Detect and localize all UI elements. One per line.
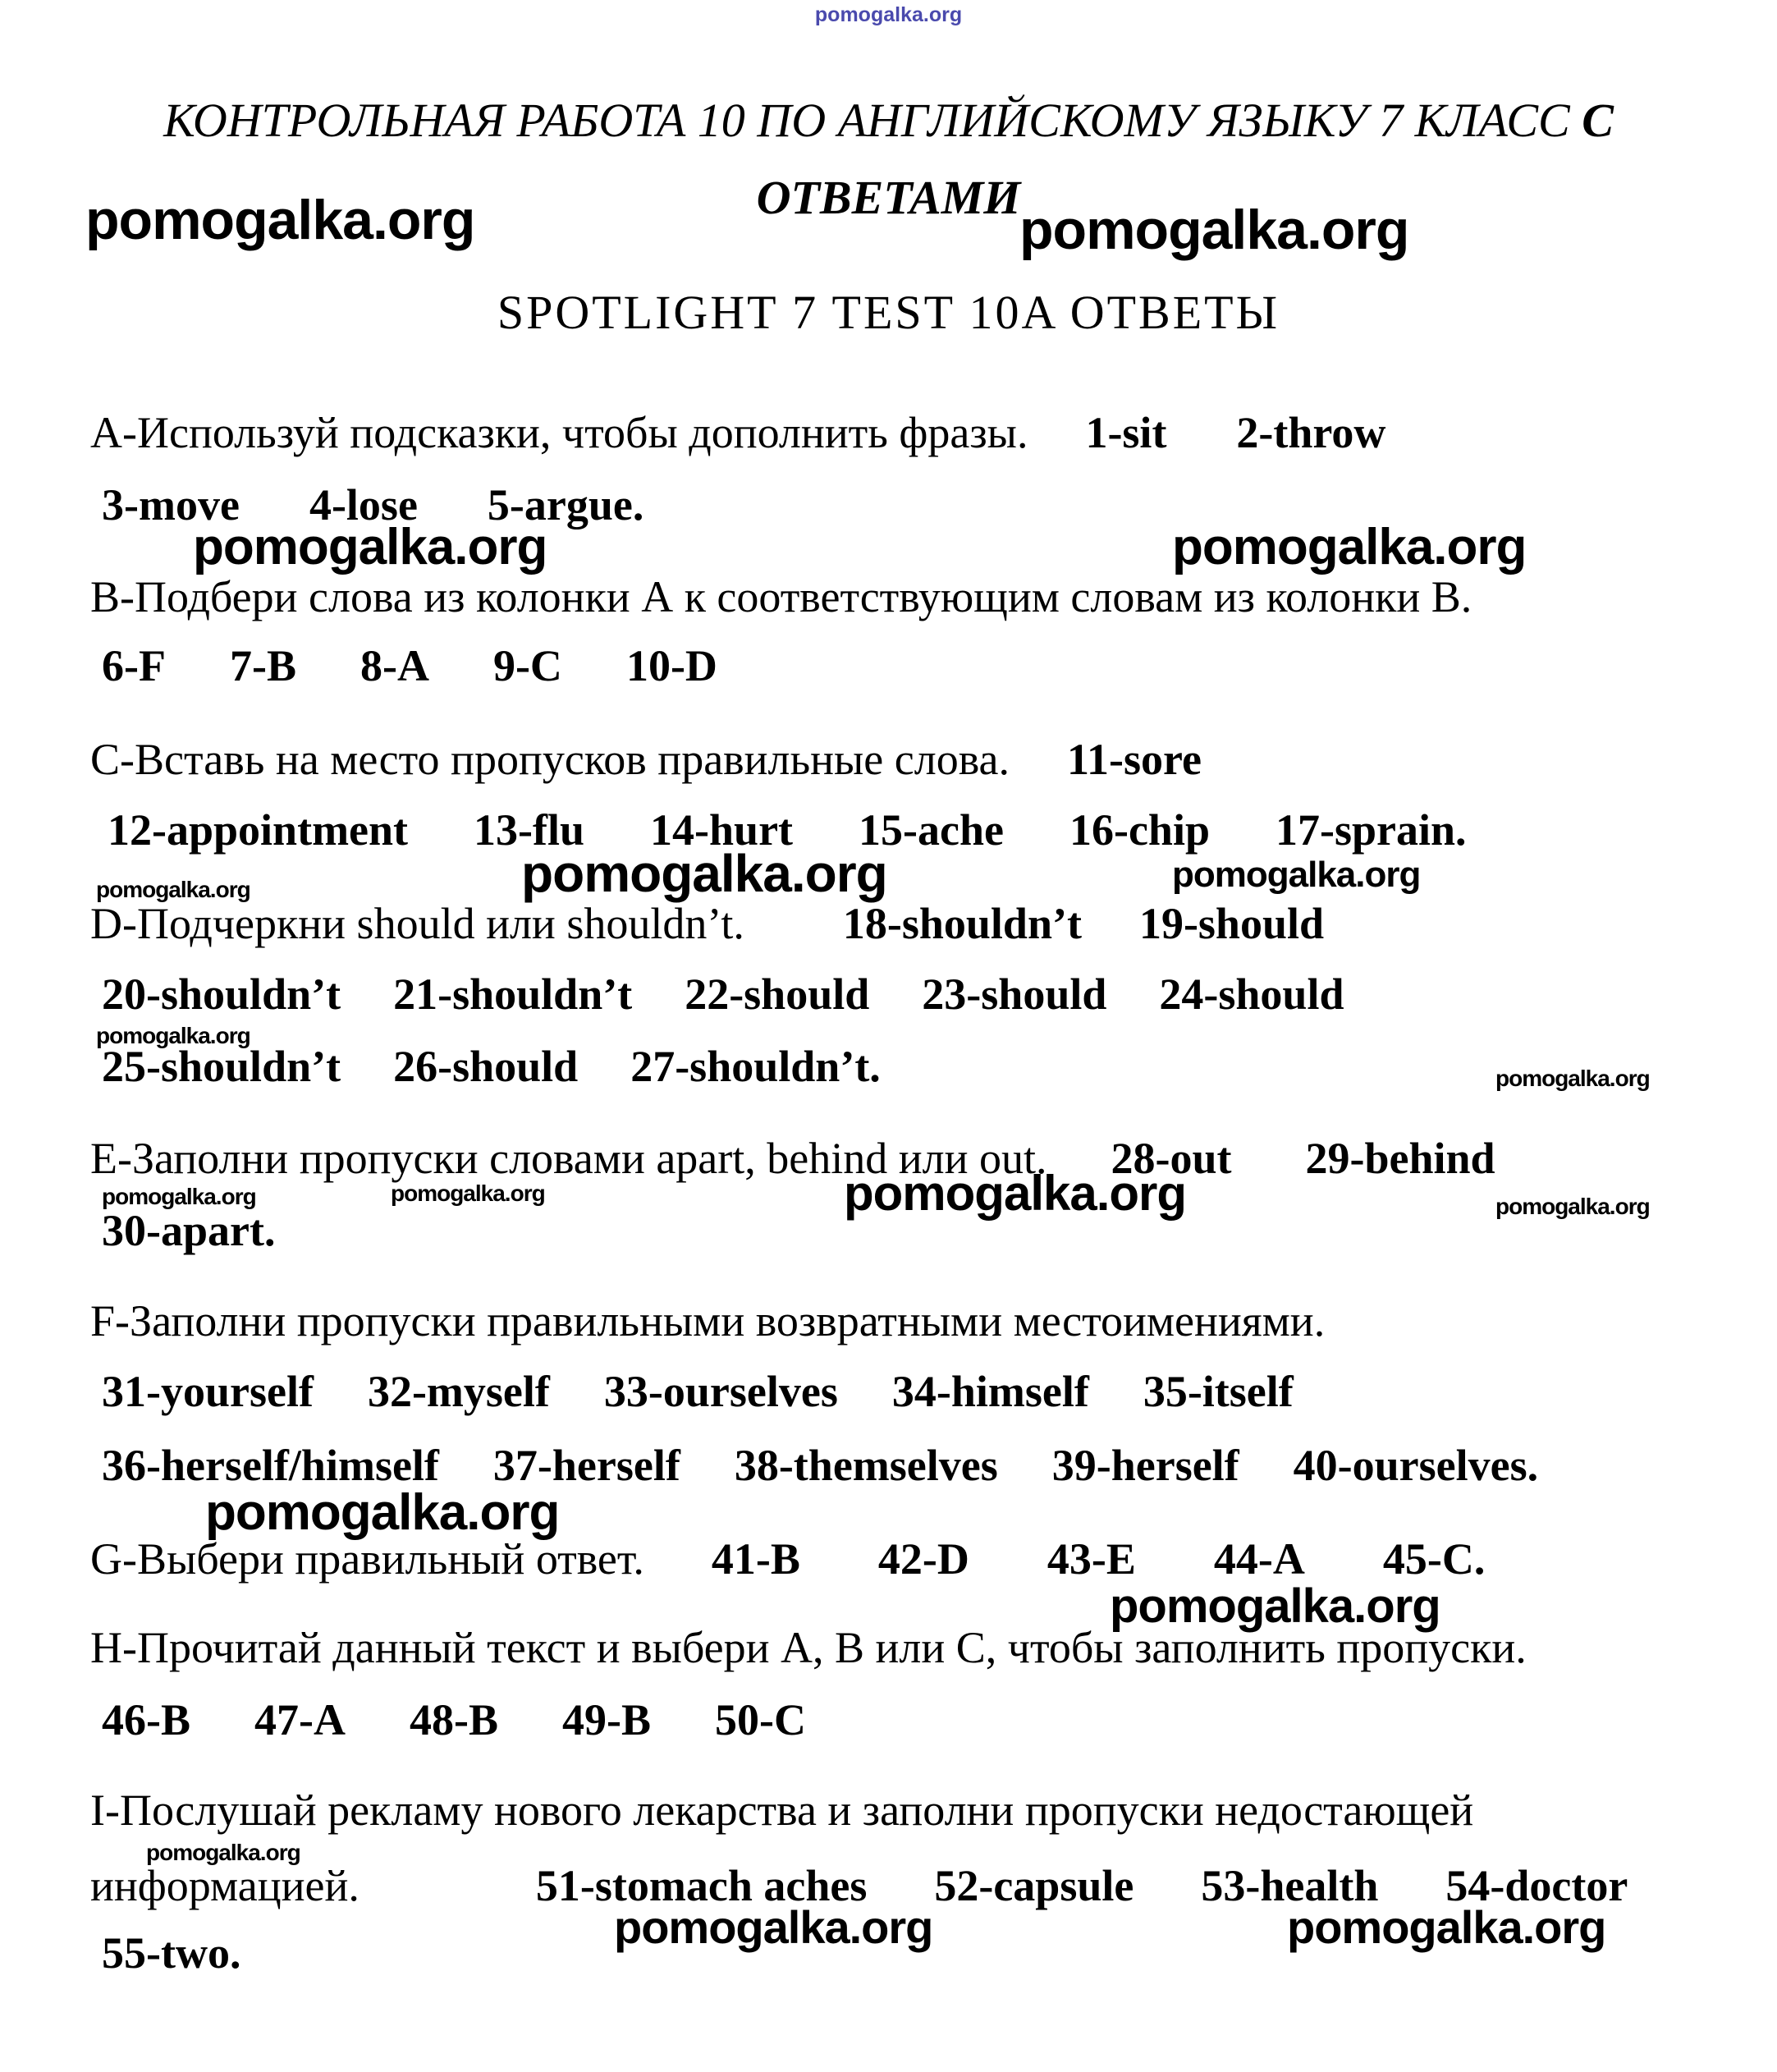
answer-item: 18-shouldn’t [842, 899, 1082, 948]
answer-item: 1-sit [1085, 408, 1167, 457]
section-g-line [90, 1534, 1486, 1584]
answer-item: 37-herself [492, 1441, 680, 1490]
answer-item: 53-health [1201, 1861, 1379, 1910]
answer-item: 12-appointment [108, 805, 409, 855]
watermark: pomogalka.org [844, 1166, 1187, 1221]
answer-item: 42-D [877, 1534, 969, 1584]
answer-item: 45-C. [1382, 1534, 1486, 1584]
watermark: pomogalka.org [96, 1023, 250, 1048]
watermark: pomogalka.org [96, 877, 250, 902]
section-e-prompt: Е-Заполни пропуски словами apart, behind или out. [90, 1134, 1047, 1183]
section-a-prompt: А-Используй подсказки, чтобы дополнить фразы. [90, 408, 1028, 457]
answer-item: 39-herself [1051, 1441, 1239, 1490]
answer-item: 36-herself/himself [102, 1441, 439, 1490]
section-i-prompt-line1: I-Послушай рекламу нового лекарства и заполни пропуски недостающей [90, 1785, 1474, 1835]
answer-item: 29-behind [1305, 1134, 1495, 1183]
answer-item: 33-ourselves [603, 1367, 838, 1416]
answer-item: 24-should [1159, 970, 1344, 1019]
watermark: pomogalka.org [85, 189, 475, 251]
section-i-prompt-line2: информацией. [90, 1861, 360, 1910]
watermark-top-tiny: pomogalka.org [814, 3, 963, 26]
watermark: pomogalka.org [205, 1484, 560, 1541]
answer-item: 8-A [360, 641, 429, 690]
answer-item: 49-B [561, 1695, 651, 1744]
answer-item: 6-F [102, 641, 166, 690]
page-title-main: КОНТРОЛЬНАЯ РАБОТА 10 ПО АНГЛИЙСКОМУ ЯЗЫКУ 7 КЛАСС [163, 94, 1570, 147]
section-h-answers-row [102, 1695, 806, 1744]
answer-item: 54-doctor [1445, 1861, 1628, 1910]
answer-item: 16-chip [1069, 805, 1211, 855]
answer-item: 30-apart. [102, 1206, 276, 1255]
page-title-line2: ОТВЕТАМИ [756, 171, 1021, 224]
answer-item: 4-lose [309, 480, 418, 529]
answer-item: 7-B [229, 641, 296, 690]
page-title [0, 94, 1777, 147]
section-b-prompt: В-Подбери слова из колонки А к соответствующим словам из колонки В. [90, 572, 1472, 621]
answer-item: 31-yourself [102, 1367, 314, 1416]
answer-item: 17-sprain. [1276, 805, 1467, 855]
answer-item: 25-shouldn’t [102, 1042, 341, 1091]
answer-item: 28-out [1111, 1134, 1232, 1183]
watermark: pomogalka.org [1019, 199, 1409, 261]
answer-item: 48-B [409, 1695, 498, 1744]
answer-item: 20-shouldn’t [102, 970, 341, 1019]
answer-item: 43-E [1047, 1534, 1136, 1584]
answer-item: 13-flu [474, 805, 585, 855]
section-h-prompt: Н-Прочитай данный текст и выбери А, В или С, чтобы заполнить пропуски. [90, 1623, 1527, 1672]
answer-item: 2-throw [1236, 408, 1386, 457]
section-d-line [90, 901, 1324, 946]
section-e-line [90, 1134, 1495, 1183]
answer-item: 11-sore [1066, 735, 1202, 784]
watermark: pomogalka.org [146, 1840, 300, 1865]
answer-item: 38-themselves [734, 1441, 998, 1490]
watermark: pomogalka.org [1287, 1901, 1606, 1953]
section-c-line [90, 737, 1202, 782]
watermark: pomogalka.org [102, 1184, 256, 1209]
answer-item: 44-A [1213, 1534, 1305, 1584]
section-f-answers-row2 [102, 1443, 1538, 1488]
watermark: pomogalka.org [1172, 519, 1527, 575]
answer-item: 21-shouldn’t [393, 970, 633, 1019]
answer-item: 3-move [102, 480, 240, 529]
section-e-answers-row [102, 1208, 275, 1253]
answer-item: 52-capsule [934, 1861, 1134, 1910]
answer-item: 41-B [711, 1534, 800, 1584]
section-d-prompt: D-Подчеркни should или shouldn’t. [90, 899, 744, 948]
answer-item: 55-two. [102, 1928, 241, 1978]
answer-item: 35-itself [1143, 1367, 1294, 1416]
section-a-line [90, 410, 1385, 455]
answer-item: 46-B [102, 1695, 190, 1744]
watermark: pomogalka.org [193, 519, 547, 575]
answer-item: 47-A [254, 1695, 346, 1744]
watermark: pomogalka.org [1172, 855, 1421, 895]
answer-item: 23-should [922, 970, 1107, 1019]
watermark: pomogalka.org [1495, 1194, 1650, 1219]
watermark: pomogalka.org [1495, 1066, 1650, 1091]
answer-item: 34-himself [891, 1367, 1089, 1416]
answer-item: 32-myself [367, 1367, 550, 1416]
answer-item: 51-stomach aches [535, 1861, 868, 1910]
answer-item: 40-ourselves. [1293, 1441, 1539, 1490]
answer-item: 10-D [625, 641, 717, 690]
section-g-prompt: G-Выбери правильный ответ. [90, 1534, 644, 1584]
section-c-prompt: С-Вставь на место пропусков правильные слова. [90, 735, 1010, 784]
section-d-answers-row2 [102, 1044, 881, 1089]
answer-item: 22-should [685, 970, 870, 1019]
subtitle: SPOTLIGHT 7 TEST 10A ОТВЕТЫ [497, 286, 1280, 339]
answer-item: 14-hurt [650, 805, 794, 855]
watermark: pomogalka.org [521, 844, 887, 903]
answer-item: 9-C [492, 641, 562, 690]
answer-item: 19-should [1138, 899, 1325, 948]
section-i-answers-row [102, 1928, 241, 1978]
answer-item: 27-shouldn’t. [630, 1042, 881, 1091]
section-b-answers-row [102, 641, 717, 690]
watermark: pomogalka.org [1110, 1579, 1440, 1633]
answer-item: 5-argue. [487, 480, 644, 529]
section-f-prompt: F-Заполни пропуски правильными возвратными местоимениями. [90, 1296, 1326, 1345]
section-d-answers-row1 [102, 970, 1344, 1019]
page-title-bold-suffix: С [1582, 94, 1614, 147]
watermark: pomogalka.org [614, 1901, 933, 1953]
section-f-answers-row1 [102, 1369, 1294, 1414]
answer-item: 15-ache [859, 805, 1004, 855]
answer-item: 50-C [714, 1695, 806, 1744]
watermark: pomogalka.org [391, 1180, 545, 1206]
answer-item: 26-should [393, 1042, 579, 1091]
